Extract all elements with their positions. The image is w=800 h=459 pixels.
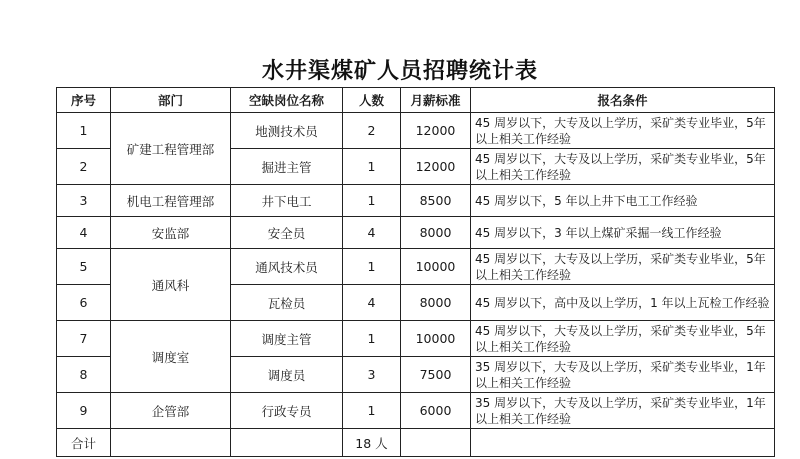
cell-requirements: 35 周岁以下，大专及以上学历，采矿类专业毕业，1年以上相关工作经验 <box>471 357 775 393</box>
header-salary: 月薪标准 <box>401 88 471 113</box>
cell-seq: 5 <box>57 249 111 285</box>
cell-seq: 3 <box>57 185 111 217</box>
total-empty-cell <box>401 429 471 457</box>
cell-salary: 10000 <box>401 321 471 357</box>
cell-count: 1 <box>343 149 401 185</box>
cell-position: 安全员 <box>231 217 343 249</box>
header-seq: 序号 <box>57 88 111 113</box>
cell-dept: 机电工程管理部 <box>111 185 231 217</box>
cell-count: 3 <box>343 357 401 393</box>
cell-count: 4 <box>343 285 401 321</box>
cell-position: 调度主管 <box>231 321 343 357</box>
cell-seq: 6 <box>57 285 111 321</box>
total-empty-cell <box>471 429 775 457</box>
cell-position: 井下电工 <box>231 185 343 217</box>
cell-salary: 7500 <box>401 357 471 393</box>
cell-requirements: 45 周岁以下，大专及以上学历，采矿类专业毕业，5年以上相关工作经验 <box>471 321 775 357</box>
cell-salary: 6000 <box>401 393 471 429</box>
header-count: 人数 <box>343 88 401 113</box>
cell-count: 1 <box>343 185 401 217</box>
cell-dept: 安监部 <box>111 217 231 249</box>
total-count: 18 人 <box>343 429 401 457</box>
cell-seq: 7 <box>57 321 111 357</box>
header-row <box>57 88 775 113</box>
cell-position: 通风技术员 <box>231 249 343 285</box>
cell-dept: 矿建工程管理部 <box>111 113 231 185</box>
table-row <box>57 217 775 249</box>
cell-dept: 企管部 <box>111 393 231 429</box>
table-row <box>57 249 775 285</box>
header-position: 空缺岗位名称 <box>231 88 343 113</box>
cell-position: 瓦检员 <box>231 285 343 321</box>
cell-seq: 8 <box>57 357 111 393</box>
cell-seq: 9 <box>57 393 111 429</box>
cell-requirements: 45 周岁以下，大专及以上学历，采矿类专业毕业，5年以上相关工作经验 <box>471 249 775 285</box>
cell-salary: 10000 <box>401 249 471 285</box>
cell-count: 2 <box>343 113 401 149</box>
cell-salary: 8000 <box>401 285 471 321</box>
total-empty-cell <box>231 429 343 457</box>
cell-count: 1 <box>343 321 401 357</box>
table-row <box>57 393 775 429</box>
header-requirements: 报名条件 <box>471 88 775 113</box>
cell-position: 掘进主管 <box>231 149 343 185</box>
cell-salary: 12000 <box>401 149 471 185</box>
cell-salary: 12000 <box>401 113 471 149</box>
cell-count: 4 <box>343 217 401 249</box>
cell-requirements: 45 周岁以下，高中及以上学历，1 年以上瓦检工作经验 <box>471 285 775 321</box>
recruitment-table <box>56 87 775 457</box>
cell-count: 1 <box>343 393 401 429</box>
cell-requirements: 45 周岁以下，大专及以上学历，采矿类专业毕业，5年以上相关工作经验 <box>471 149 775 185</box>
cell-position: 地测技术员 <box>231 113 343 149</box>
table-row <box>57 185 775 217</box>
total-row <box>57 429 775 457</box>
table-row <box>57 321 775 357</box>
total-label: 合计 <box>57 429 111 457</box>
cell-count: 1 <box>343 249 401 285</box>
cell-salary: 8000 <box>401 217 471 249</box>
cell-requirements: 45 周岁以下，大专及以上学历，采矿类专业毕业，5年以上相关工作经验 <box>471 113 775 149</box>
table-row <box>57 113 775 149</box>
cell-position: 调度员 <box>231 357 343 393</box>
header-dept: 部门 <box>111 88 231 113</box>
cell-salary: 8500 <box>401 185 471 217</box>
cell-requirements: 45 周岁以下，5 年以上井下电工工作经验 <box>471 185 775 217</box>
cell-seq: 4 <box>57 217 111 249</box>
cell-requirements: 45 周岁以下，3 年以上煤矿采掘一线工作经验 <box>471 217 775 249</box>
page-title: 水井渠煤矿人员招聘统计表 <box>261 59 538 84</box>
cell-position: 行政专员 <box>231 393 343 429</box>
cell-requirements: 35 周岁以下，大专及以上学历，采矿类专业毕业，1年以上相关工作经验 <box>471 393 775 429</box>
cell-seq: 1 <box>57 113 111 149</box>
total-empty-cell <box>111 429 231 457</box>
cell-dept: 通风科 <box>111 249 231 321</box>
cell-dept: 调度室 <box>111 321 231 393</box>
cell-seq: 2 <box>57 149 111 185</box>
